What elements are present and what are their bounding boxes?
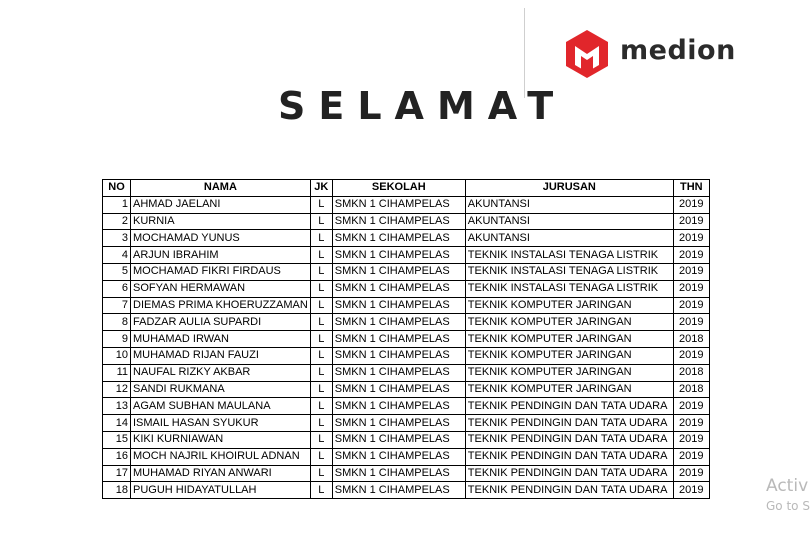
cell-sekolah: SMKN 1 CIHAMPELAS — [332, 465, 465, 482]
header-thn: THN — [673, 180, 709, 197]
cell-no: 9 — [103, 331, 131, 348]
header-sekolah: SEKOLAH — [332, 180, 465, 197]
cell-thn: 2019 — [673, 482, 709, 499]
student-table — [102, 179, 710, 499]
cell-thn: 2018 — [673, 364, 709, 381]
cell-nama: AGAM SUBHAN MAULANA — [131, 398, 311, 415]
table-row — [103, 364, 710, 381]
table-row — [103, 398, 710, 415]
table-row — [103, 263, 710, 280]
cell-sekolah: SMKN 1 CIHAMPELAS — [332, 314, 465, 331]
activation-watermark — [766, 476, 810, 513]
cell-jurusan: TEKNIK INSTALASI TENAGA LISTRIK — [465, 247, 673, 264]
cell-thn: 2019 — [673, 465, 709, 482]
cell-jurusan: TEKNIK PENDINGIN DAN TATA UDARA — [465, 465, 673, 482]
cell-no: 18 — [103, 482, 131, 499]
cell-jurusan: TEKNIK KOMPUTER JARINGAN — [465, 331, 673, 348]
cell-jk: L — [310, 398, 332, 415]
table-row — [103, 213, 710, 230]
cell-no: 17 — [103, 465, 131, 482]
cell-jk: L — [310, 465, 332, 482]
table-row — [103, 331, 710, 348]
cell-thn: 2018 — [673, 381, 709, 398]
cell-thn: 2019 — [673, 297, 709, 314]
cell-sekolah: SMKN 1 CIHAMPELAS — [332, 347, 465, 364]
cell-sekolah: SMKN 1 CIHAMPELAS — [332, 196, 465, 213]
cell-jk: L — [310, 196, 332, 213]
cell-sekolah: SMKN 1 CIHAMPELAS — [332, 398, 465, 415]
table-row — [103, 381, 710, 398]
cell-jk: L — [310, 482, 332, 499]
cell-jk: L — [310, 448, 332, 465]
cell-sekolah: SMKN 1 CIHAMPELAS — [332, 297, 465, 314]
cell-sekolah: SMKN 1 CIHAMPELAS — [332, 448, 465, 465]
cell-thn: 2019 — [673, 230, 709, 247]
cell-nama: AHMAD JAELANI — [131, 196, 311, 213]
cell-thn: 2019 — [673, 213, 709, 230]
cell-jurusan: TEKNIK KOMPUTER JARINGAN — [465, 381, 673, 398]
cell-no: 10 — [103, 347, 131, 364]
cell-jurusan: TEKNIK KOMPUTER JARINGAN — [465, 347, 673, 364]
cell-jurusan: TEKNIK PENDINGIN DAN TATA UDARA — [465, 431, 673, 448]
medion-logo-icon — [560, 27, 614, 81]
cell-sekolah: SMKN 1 CIHAMPELAS — [332, 381, 465, 398]
cell-no: 14 — [103, 415, 131, 432]
header-no: NO — [103, 180, 131, 197]
cell-sekolah: SMKN 1 CIHAMPELAS — [332, 263, 465, 280]
cell-thn: 2018 — [673, 331, 709, 348]
cell-jurusan: TEKNIK PENDINGIN DAN TATA UDARA — [465, 398, 673, 415]
cell-jk: L — [310, 314, 332, 331]
table-row — [103, 297, 710, 314]
cell-jk: L — [310, 415, 332, 432]
cell-sekolah: SMKN 1 CIHAMPELAS — [332, 431, 465, 448]
cell-sekolah: SMKN 1 CIHAMPELAS — [332, 364, 465, 381]
cell-nama: MOCHAMAD FIKRI FIRDAUS — [131, 263, 311, 280]
table-row — [103, 415, 710, 432]
cell-thn: 2019 — [673, 415, 709, 432]
cell-thn: 2019 — [673, 431, 709, 448]
cell-jurusan: TEKNIK PENDINGIN DAN TATA UDARA — [465, 448, 673, 465]
table-row — [103, 230, 710, 247]
table-row — [103, 431, 710, 448]
table-row — [103, 314, 710, 331]
cell-no: 1 — [103, 196, 131, 213]
cell-no: 7 — [103, 297, 131, 314]
cell-nama: MOCHAMAD YUNUS — [131, 230, 311, 247]
cell-nama: SANDI RUKMANA — [131, 381, 311, 398]
cell-nama: FADZAR AULIA SUPARDI — [131, 314, 311, 331]
cell-jk: L — [310, 381, 332, 398]
cell-jk: L — [310, 331, 332, 348]
cell-nama: KIKI KURNIAWAN — [131, 431, 311, 448]
cell-nama: SOFYAN HERMAWAN — [131, 280, 311, 297]
watermark-line-1: Activ — [766, 476, 809, 496]
cell-jk: L — [310, 263, 332, 280]
cell-no: 15 — [103, 431, 131, 448]
cell-nama: ARJUN IBRAHIM — [131, 247, 311, 264]
cell-thn: 2019 — [673, 196, 709, 213]
cell-nama: MUHAMAD RIYAN ANWARI — [131, 465, 311, 482]
header-jurusan: JURUSAN — [465, 180, 673, 197]
table-row — [103, 196, 710, 213]
cell-jk: L — [310, 431, 332, 448]
cell-nama: ISMAIL HASAN SYUKUR — [131, 415, 311, 432]
cell-no: 2 — [103, 213, 131, 230]
cell-jurusan: TEKNIK KOMPUTER JARINGAN — [465, 364, 673, 381]
cell-no: 6 — [103, 280, 131, 297]
cell-thn: 2019 — [673, 263, 709, 280]
cell-sekolah: SMKN 1 CIHAMPELAS — [332, 230, 465, 247]
table-row — [103, 448, 710, 465]
cell-no: 11 — [103, 364, 131, 381]
table-row — [103, 482, 710, 499]
cell-sekolah: SMKN 1 CIHAMPELAS — [332, 247, 465, 264]
cell-sekolah: SMKN 1 CIHAMPELAS — [332, 331, 465, 348]
cell-sekolah: SMKN 1 CIHAMPELAS — [332, 213, 465, 230]
cell-no: 12 — [103, 381, 131, 398]
cell-thn: 2019 — [673, 280, 709, 297]
brand-name: medion — [620, 34, 736, 66]
cell-jurusan: TEKNIK PENDINGIN DAN TATA UDARA — [465, 482, 673, 499]
cell-jk: L — [310, 297, 332, 314]
header-jk: JK — [310, 180, 332, 197]
table-row — [103, 465, 710, 482]
cell-nama: PUGUH HIDAYATULLAH — [131, 482, 311, 499]
cell-jurusan: TEKNIK INSTALASI TENAGA LISTRIK — [465, 263, 673, 280]
cell-jurusan: TEKNIK PENDINGIN DAN TATA UDARA — [465, 415, 673, 432]
cell-nama: KURNIA — [131, 213, 311, 230]
cell-no: 5 — [103, 263, 131, 280]
cell-jk: L — [310, 230, 332, 247]
cell-jk: L — [310, 247, 332, 264]
page-title: SELAMAT — [278, 84, 567, 128]
table-row — [103, 247, 710, 264]
cell-thn: 2019 — [673, 314, 709, 331]
cell-no: 16 — [103, 448, 131, 465]
cell-jurusan: AKUNTANSI — [465, 213, 673, 230]
header-nama: NAMA — [131, 180, 311, 197]
watermark-line-2: Go to S — [766, 499, 810, 513]
cell-sekolah: SMKN 1 CIHAMPELAS — [332, 280, 465, 297]
cell-jurusan: AKUNTANSI — [465, 196, 673, 213]
cell-sekolah: SMKN 1 CIHAMPELAS — [332, 415, 465, 432]
brand-logo — [560, 27, 736, 81]
cell-jurusan: TEKNIK KOMPUTER JARINGAN — [465, 297, 673, 314]
table-row — [103, 280, 710, 297]
cell-no: 8 — [103, 314, 131, 331]
cell-jk: L — [310, 347, 332, 364]
cell-thn: 2019 — [673, 347, 709, 364]
cell-no: 3 — [103, 230, 131, 247]
cell-jurusan: TEKNIK KOMPUTER JARINGAN — [465, 314, 673, 331]
cell-nama: NAUFAL RIZKY AKBAR — [131, 364, 311, 381]
cell-no: 4 — [103, 247, 131, 264]
cell-jurusan: TEKNIK INSTALASI TENAGA LISTRIK — [465, 280, 673, 297]
cell-thn: 2019 — [673, 247, 709, 264]
cell-nama: DIEMAS PRIMA KHOERUZZAMAN — [131, 297, 311, 314]
cell-sekolah: SMKN 1 CIHAMPELAS — [332, 482, 465, 499]
table-row — [103, 347, 710, 364]
cell-jk: L — [310, 280, 332, 297]
cell-jk: L — [310, 364, 332, 381]
cell-thn: 2019 — [673, 448, 709, 465]
table-header-row — [103, 180, 710, 197]
cell-thn: 2019 — [673, 398, 709, 415]
cell-no: 13 — [103, 398, 131, 415]
cell-nama: MUHAMAD RIJAN FAUZI — [131, 347, 311, 364]
cell-nama: MUHAMAD IRWAN — [131, 331, 311, 348]
cell-jk: L — [310, 213, 332, 230]
cell-jurusan: AKUNTANSI — [465, 230, 673, 247]
cell-nama: MOCH NAJRIL KHOIRUL ADNAN — [131, 448, 311, 465]
